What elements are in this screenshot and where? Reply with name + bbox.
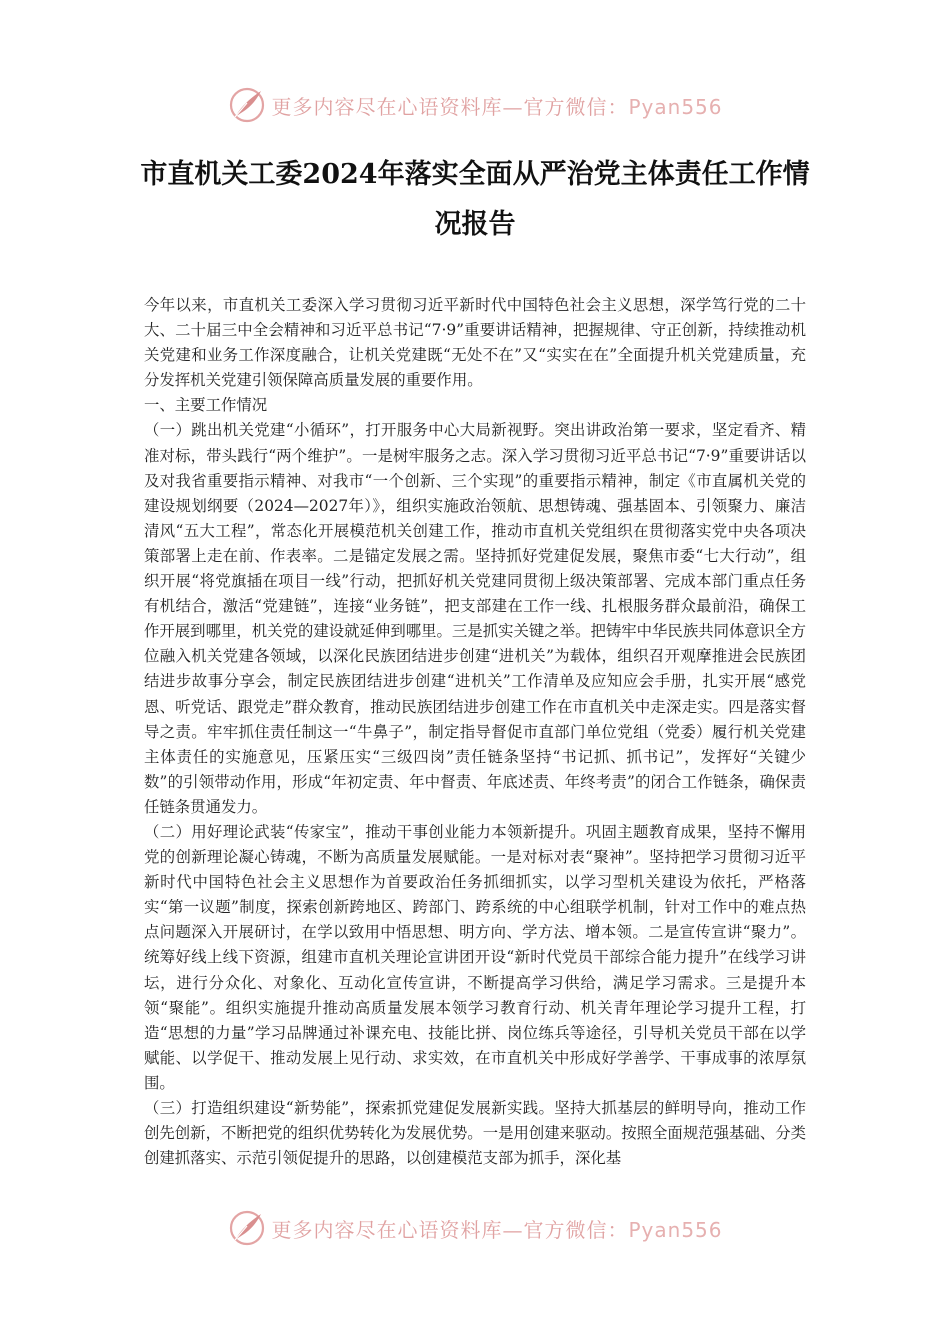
document-title: 市直机关工委2024年落实全面从严治党主体责任工作情况报告: [140, 159, 810, 240]
paragraph-section-2: （二）用好理论武装“传家宝”，推动干事创业能力本领新提升。巩固主题教育成果，坚持不懈用党的创新理论凝心铸魂，不断为高质量发展赋能。一是对标对表“聚神”。坚持把学习贯彻习近平新时代中国特色社会主义思想作为首要政治任务抓细抓实，以学习型机关建设为依托，严格落实“第一议题”制度，探索创新跨地区、跨部门、跨系统的中心组联学机制，针对工作中的难点热点问题深入开展研讨，在学以致用中悟思想、明方向、学方法、增本领。二是宣传宣讲“聚力”。统筹好线上线下资源，组建市直机关理论宣讲团开设“新时代党员干部综合能力提升”在线学习讲坛，进行分众化、对象化、互动化宣传宣讲，不断提高学习供给，满足学习需求。三是提升本领“聚能”。组织实施提升推动高质量发展本领学习教育行动、机关青年理论学习提升工程，打造“思想的力量”学习品牌通过补课充电、技能比拼、岗位练兵等途径，引导机关党员干部在以学赋能、以学促干、推动发展上见行动、求实效，在市直机关中形成好学善学、干事成事的浓厚氛围。: [144, 822, 806, 1092]
watermark-text: [271, 91, 722, 120]
watermark-text-cn: 更多内容尽在心语资料库—官方微信：: [271, 94, 629, 119]
quill-pen-logo-icon: [227, 85, 267, 125]
document-body: [144, 293, 806, 1171]
watermark-text: [271, 1214, 722, 1243]
watermark-banner-bottom: [0, 1206, 950, 1250]
watermark-wechat-id: Pyan556: [628, 94, 723, 119]
watermark-text-cn: 更多内容尽在心语资料库—官方微信：: [271, 1217, 629, 1242]
watermark-banner-top: [0, 83, 950, 127]
quill-pen-logo-icon: [227, 1208, 267, 1248]
paragraph-intro: 今年以来，市直机关工委深入学习贯彻习近平新时代中国特色社会主义思想，深学笃行党的二十大、二十届三中全会精神和习近平总书记“7·9”重要讲话精神，把握规律、守正创新，持续推动机关党建和业务工作深度融合，让机关党建既“无处不在”又“实实在在”全面提升机关党建质量，充分发挥机关党建引领保障高质量发展的重要作用。: [144, 296, 806, 390]
paragraph-section-1: （一）跳出机关党建“小循环”，打开服务中心大局新视野。突出讲政治第一要求，坚定看齐、精准对标，带头践行“两个维护”。一是树牢服务之志。深入学习贯彻习近平总书记“7·9”重要讲话以及对我省重要指示精神、对我市“一个创新、三个实现”的重要指示精神，制定《市直属机关党的建设规划纲要（2024—2027年）》，组织实施政治领航、思想铸魂、强基固本、引领聚力、廉洁清风“五大工程”，常态化开展模范机关创建工作，推动市直机关党组织在贯彻落实党中央各项决策部署上走在前、作表率。二是锚定发展之需。坚持抓好党建促发展，聚焦市委“七大行动”，组织开展“将党旗插在项目一线”行动，把抓好机关党建同贯彻上级决策部署、完成本部门重点任务有机结合，激活“党建链”，连接“业务链”，把支部建在工作一线、扎根服务群众最前沿，确保工作开展到哪里，机关党的建设就延伸到哪里。三是抓实关键之举。把铸牢中华民族共同体意识全方位融入机关党建各领域，以深化民族团结进步创建“进机关”为载体，组织召开观摩推进会民族团结进步故事分享会，制定民族团结进步创建“进机关”工作清单及应知应会手册，扎实开展“感党恩、听党话、跟党走”群众教育，推动民族团结进步创建工作在市直机关中走深走实。四是落实督导之责。牢牢抓住责任制这一“牛鼻子”，制定指导督促市直部门单位党组（党委）履行机关党建主体责任的实施意见，压紧压实“三级四岗”责任链条坚持“书记抓、抓书记”，发挥好“关键少数”的引领带动作用，形成“年初定责、年中督责、年底述责、年终考责”的闭合工作链条，确保责任链条贯通发力。: [144, 421, 806, 816]
paragraph-section-3: （三）打造组织建设“新势能”，探索抓党建促发展新实践。坚持大抓基层的鲜明导向，推动工作创先创新，不断把党的组织优势转化为发展优势。一是用创建来驱动。按照全面规范强基础、分类创建抓落实、示范引领促提升的思路，以创建模范支部为抓手，深化基: [144, 1099, 806, 1168]
section-heading: 一、主要工作情况: [144, 396, 268, 415]
watermark-wechat-id: Pyan556: [628, 1217, 723, 1242]
